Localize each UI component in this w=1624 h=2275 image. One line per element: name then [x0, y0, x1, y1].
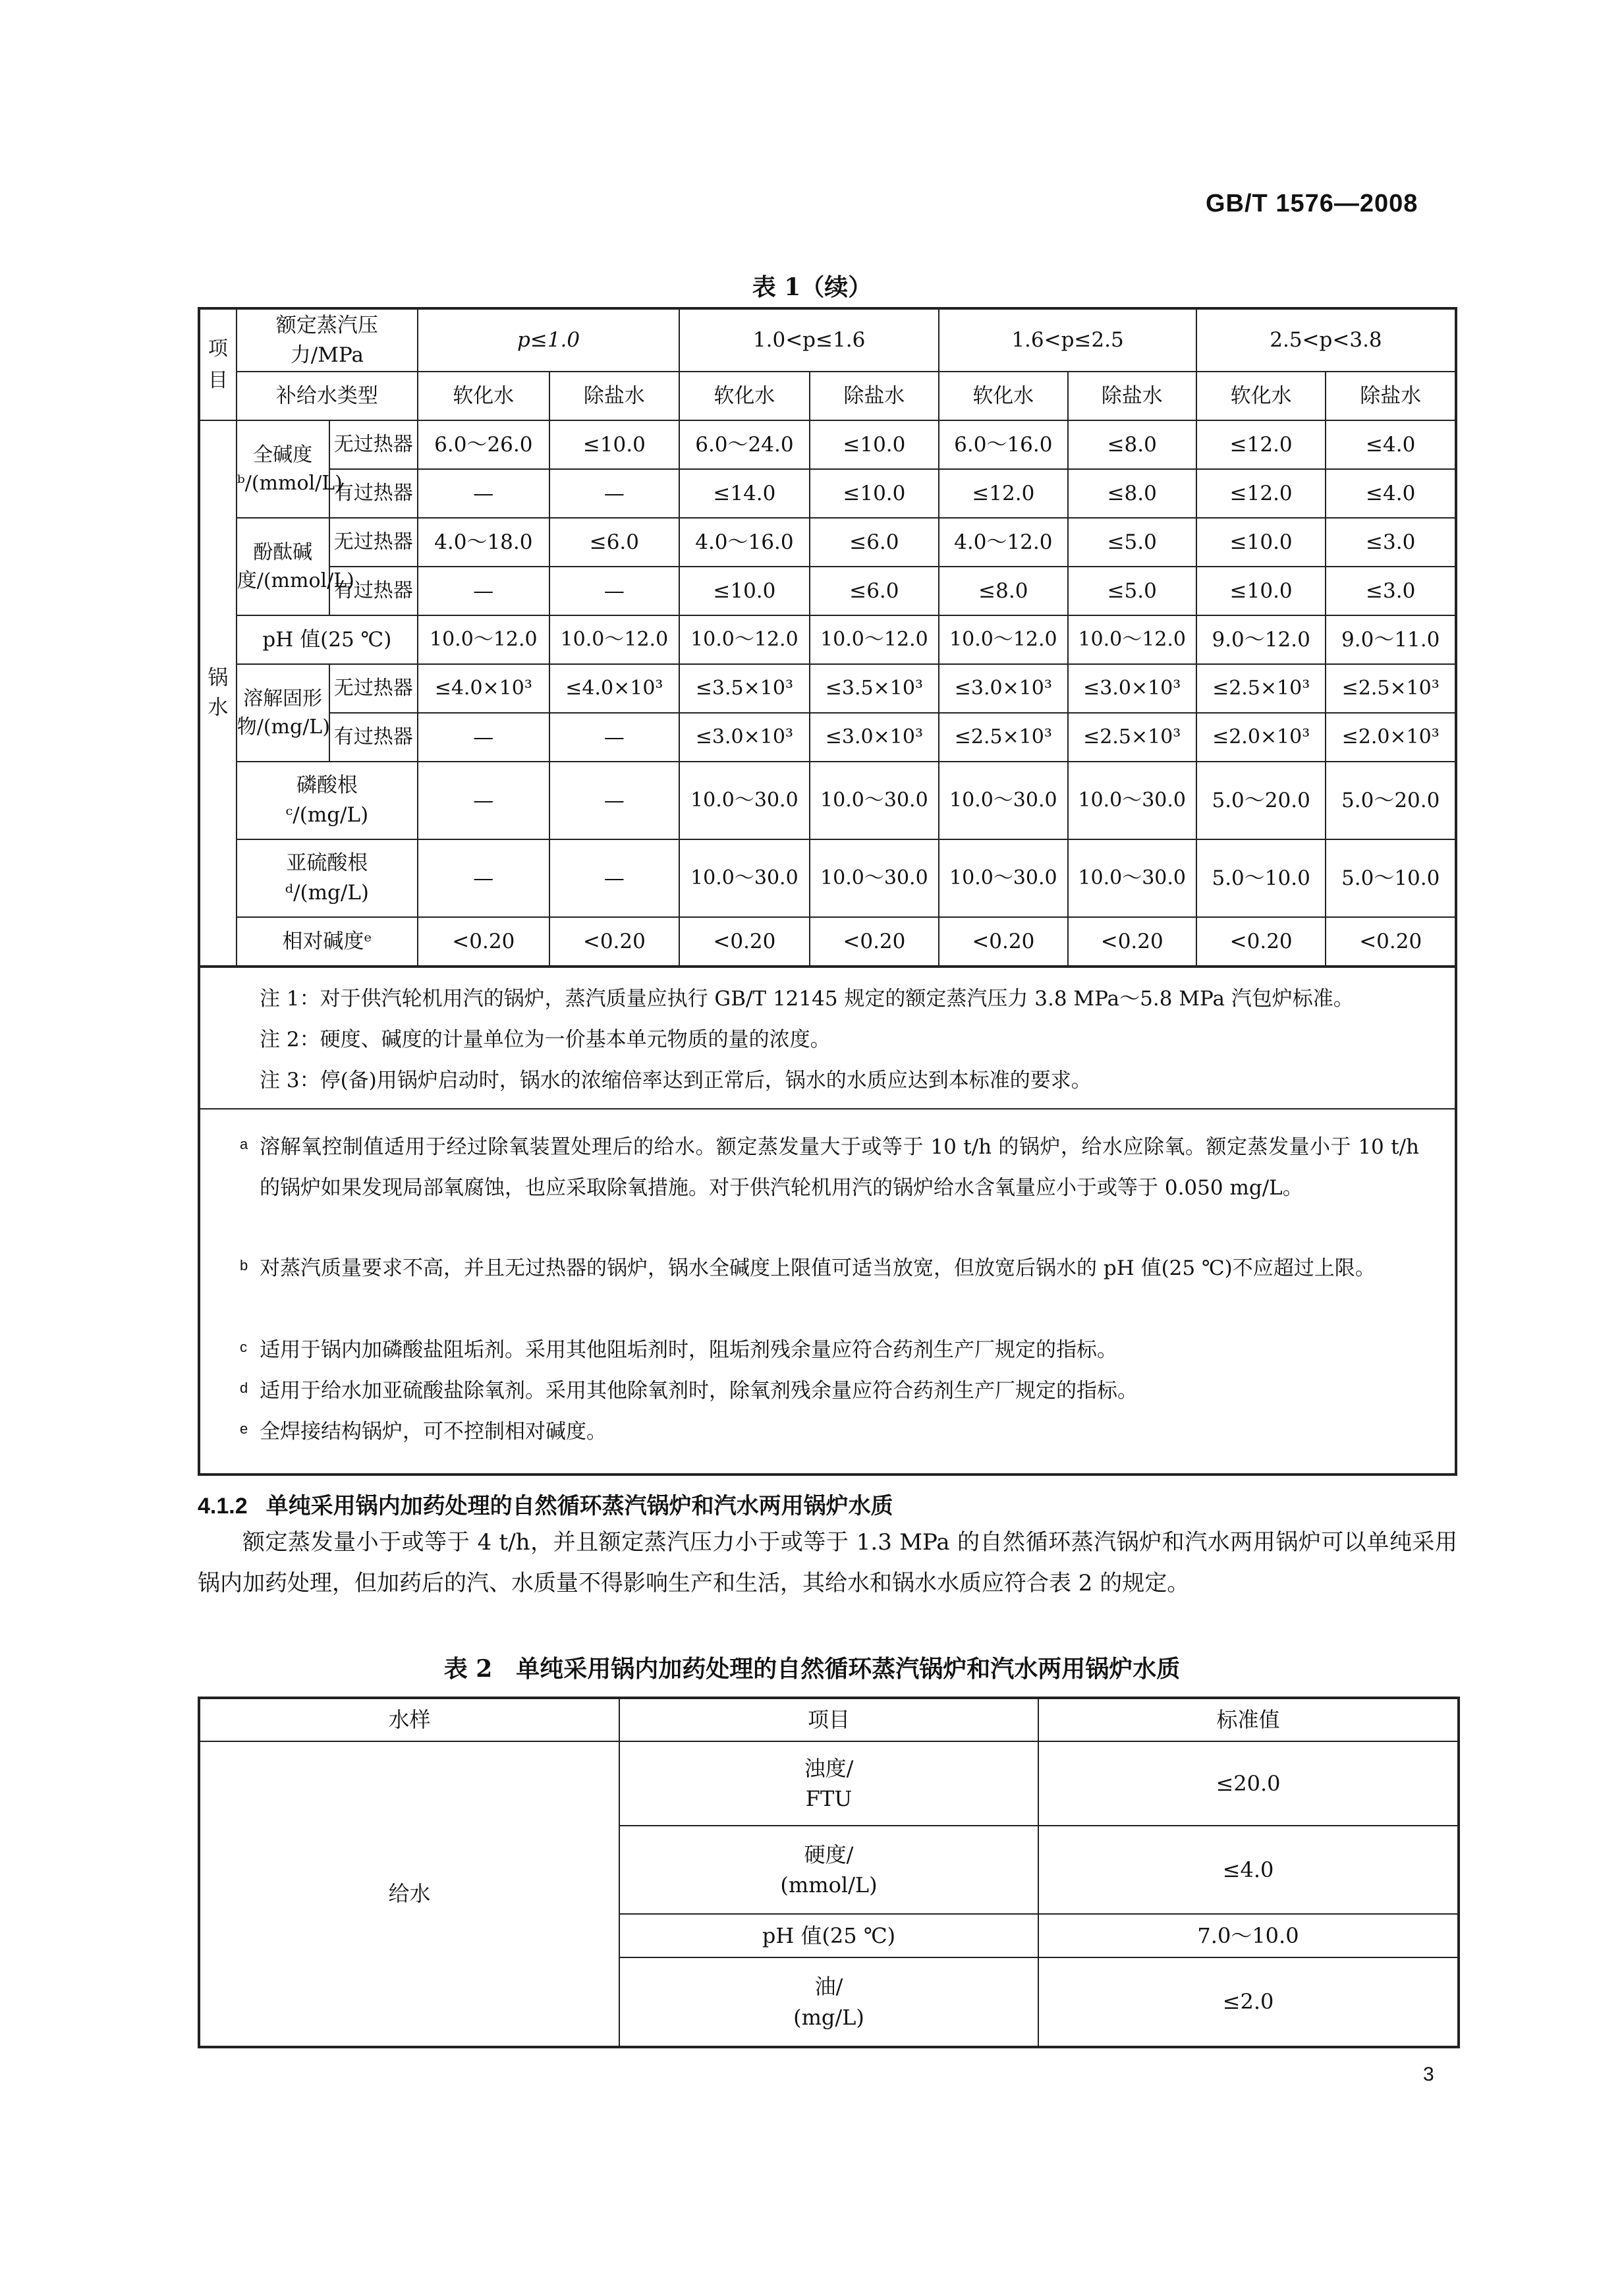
- cell: 10.0～12.0: [549, 615, 680, 664]
- subtype: 软化水: [1196, 372, 1326, 420]
- table-row: [199, 839, 1456, 917]
- cell: ≤4.0: [1326, 420, 1456, 469]
- group-label-boiler-water: 锅水: [199, 420, 237, 967]
- cell: —: [418, 713, 549, 762]
- cell: ≤10.0: [810, 420, 939, 469]
- table1-notes: [198, 957, 1457, 1109]
- cell: ≤3.0×10³: [810, 713, 939, 762]
- cell: 5.0～20.0: [1196, 762, 1326, 839]
- cell: —: [549, 567, 680, 615]
- row-sublabel: 有过热器: [329, 567, 418, 615]
- cell: ≤4.0×10³: [418, 664, 549, 713]
- header-item: 项目: [619, 1698, 1038, 1741]
- subtype: 除盐水: [1326, 372, 1456, 420]
- cell: —: [418, 762, 549, 839]
- row-label: 溶解固形物/(mg/L): [237, 664, 329, 762]
- cell: 5.0～20.0: [1326, 762, 1456, 839]
- cell: ≤12.0: [939, 469, 1067, 518]
- section-title: 单纯采用锅内加药处理的自然循环蒸汽锅炉和汽水两用锅炉水质: [266, 1493, 893, 1519]
- cell: ≤2.5×10³: [1196, 664, 1326, 713]
- cell: ≤5.0: [1068, 567, 1196, 615]
- cell: ≤12.0: [1196, 420, 1326, 469]
- cell: ≤4.0: [1326, 469, 1456, 518]
- range-col-4: 2.5<p<3.8: [1196, 308, 1456, 372]
- footnote-b: [240, 1248, 1419, 1289]
- row-sublabel: 有过热器: [329, 469, 418, 518]
- table-row: [199, 469, 1456, 518]
- cell: <0.20: [549, 917, 680, 967]
- range-col-1: p≤1.0: [418, 308, 679, 372]
- item-unit: (mg/L): [793, 2004, 864, 2030]
- cell: 4.0～18.0: [418, 518, 549, 567]
- subtype: 除盐水: [1068, 372, 1196, 420]
- cell: 9.0～12.0: [1196, 615, 1326, 664]
- cell: 10.0～12.0: [1068, 615, 1196, 664]
- subtype: 除盐水: [810, 372, 939, 420]
- item-unit: (mmol/L): [780, 1872, 878, 1897]
- item-name: 浊度/: [804, 1755, 854, 1781]
- cell: 10.0～30.0: [679, 839, 810, 917]
- section-number: 4.1.2: [198, 1494, 248, 1519]
- cell: ≤3.0: [1326, 567, 1456, 615]
- cell: <0.20: [1196, 917, 1326, 967]
- cell: 10.0～30.0: [810, 839, 939, 917]
- value-cell: ≤4.0: [1038, 1826, 1459, 1914]
- cell: <0.20: [1068, 917, 1196, 967]
- subtype: 软化水: [418, 372, 549, 420]
- subtype: 软化水: [939, 372, 1067, 420]
- cell: 4.0～12.0: [939, 518, 1067, 567]
- footnote-text: 对蒸汽质量要求不高，并且无过热器的锅炉，锅水全碱度上限值可适当放宽，但放宽后锅水的 pH 值(25 ℃)不应超过上限。: [260, 1256, 1376, 1280]
- cell: ≤5.0: [1068, 518, 1196, 567]
- cell: —: [549, 839, 680, 917]
- item-unit: FTU: [805, 1786, 853, 1811]
- footnote-text: 全焊接结构锅炉，可不控制相对碱度。: [260, 1420, 607, 1444]
- footnote-text: 适用于锅内加磷酸盐阻垢剂。采用其他阻垢剂时，阻垢剂残余量应符合药剂生产厂规定的指标。: [260, 1338, 1117, 1362]
- cell: 10.0～30.0: [679, 762, 810, 839]
- cell: ≤10.0: [810, 469, 939, 518]
- sample-feedwater: 给水: [199, 1741, 619, 2047]
- cell: <0.20: [679, 917, 810, 967]
- header-pressure: 额定蒸汽压力/MPa: [237, 308, 418, 372]
- cell: ≤2.0×10³: [1326, 713, 1456, 762]
- item-cell: pH 值(25 ℃): [619, 1914, 1038, 1957]
- cell: 6.0～26.0: [418, 420, 549, 469]
- footnote-text: 适用于给水加亚硫酸盐除氧剂。采用其他除氧剂时，除氧剂残余量应符合药剂生产厂规定的指标。: [260, 1379, 1138, 1403]
- footnote-e: [240, 1411, 1419, 1452]
- cell: 10.0～30.0: [939, 762, 1067, 839]
- table-row: [199, 713, 1456, 762]
- footnote-mark: e: [240, 1420, 248, 1437]
- table-row: [199, 420, 1456, 469]
- cell: ≤10.0: [1196, 518, 1326, 567]
- range-col-2: 1.0<p≤1.6: [679, 308, 939, 372]
- value-cell: ≤20.0: [1038, 1741, 1459, 1826]
- cell: 10.0～30.0: [939, 839, 1067, 917]
- table2-caption: 表 2 单纯采用锅内加药处理的自然循环蒸汽锅炉和汽水两用锅炉水质: [443, 1655, 1181, 1683]
- standard-code: GB/T 1576—2008: [1206, 190, 1418, 217]
- cell: 10.0～30.0: [1068, 762, 1196, 839]
- boiler-water-quality-table: [198, 307, 1457, 968]
- note-3: 注 3：停(备)用锅炉启动时，锅水的浓缩倍率达到正常后，锅水的水质应达到本标准的要求。: [260, 1069, 1092, 1092]
- note-2: 注 2：硬度、碱度的计量单位为一价基本单元物质的量的浓度。: [260, 1028, 831, 1052]
- row-sublabel: 有过热器: [329, 713, 418, 762]
- item-name: 硬度/: [804, 1841, 854, 1867]
- cell: ≤14.0: [679, 469, 810, 518]
- cell: <0.20: [418, 917, 549, 967]
- row-sublabel: 无过热器: [329, 420, 418, 469]
- cell: ≤8.0: [1068, 420, 1196, 469]
- value-cell: 7.0～10.0: [1038, 1914, 1459, 1957]
- row-sublabel: 无过热器: [329, 518, 418, 567]
- cell: 6.0～24.0: [679, 420, 810, 469]
- cell: ≤10.0: [1196, 567, 1326, 615]
- cell: 10.0～12.0: [418, 615, 549, 664]
- cell: 6.0～16.0: [939, 420, 1067, 469]
- cell: 9.0～11.0: [1326, 615, 1456, 664]
- cell: ≤4.0×10³: [549, 664, 680, 713]
- cell: 10.0～12.0: [679, 615, 810, 664]
- cell: ≤2.5×10³: [1068, 713, 1196, 762]
- cell: ≤3.0×10³: [679, 713, 810, 762]
- row-label: 磷酸根ᶜ/(mg/L): [237, 762, 418, 839]
- item-cell: [619, 1741, 1038, 1826]
- cell: ≤3.0×10³: [939, 664, 1067, 713]
- cell: 10.0～12.0: [939, 615, 1067, 664]
- page-number: 3: [1423, 2064, 1434, 2085]
- cell: ≤8.0: [939, 567, 1067, 615]
- footnote-mark: c: [240, 1339, 247, 1355]
- section-paragraph: 额定蒸发量小于或等于 4 t/h，并且额定蒸汽压力小于或等于 1.3 MPa 的自然循环蒸汽锅炉和汽水两用锅炉可以单纯采用锅内加药处理，但加药后的汽、水质量不得影响生产和生活，其给水和锅水水质应符合表 2 的规定。: [198, 1529, 1457, 1596]
- table-row: [199, 664, 1456, 713]
- header-item: 项目: [199, 308, 237, 420]
- feedwater-quality-table: [198, 1697, 1460, 2048]
- cell: —: [418, 567, 549, 615]
- cell: ≤3.5×10³: [810, 664, 939, 713]
- footnote-a: [240, 1127, 1419, 1208]
- cell: 10.0～12.0: [810, 615, 939, 664]
- cell: <0.20: [810, 917, 939, 967]
- item-cell: [619, 1826, 1038, 1914]
- row-label: pH 值(25 ℃): [237, 615, 418, 664]
- cell: ≤10.0: [549, 420, 680, 469]
- table1-caption: 表 1（续）: [752, 273, 872, 301]
- cell: ≤6.0: [810, 567, 939, 615]
- table-row: [199, 567, 1456, 615]
- cell: 5.0～10.0: [1196, 839, 1326, 917]
- cell: 5.0～10.0: [1326, 839, 1456, 917]
- cell: ≤6.0: [549, 518, 680, 567]
- row-label: 亚硫酸根ᵈ/(mg/L): [237, 839, 418, 917]
- cell: —: [418, 839, 549, 917]
- cell: 4.0～16.0: [679, 518, 810, 567]
- table-row: [199, 1741, 1459, 1826]
- cell: 10.0～30.0: [1068, 839, 1196, 917]
- footnote-text: 溶解氧控制值适用于经过除氧装置处理后的给水。额定蒸发量大于或等于 10 t/h 的锅炉，给水应除氧。额定蒸发量小于 10 t/h 的锅炉如果发现局部氧腐蚀，也应采取除氧措施。对于供汽轮机用汽的锅炉给水含氧量应小于或等于 0.050 mg/L。: [260, 1135, 1419, 1200]
- cell: ≤10.0: [679, 567, 810, 615]
- cell: ≤2.5×10³: [1326, 664, 1456, 713]
- item-cell: [619, 1957, 1038, 2047]
- footnote-mark: a: [240, 1136, 248, 1152]
- row-label: 全碱度ᵇ/(mmol/L): [237, 420, 329, 518]
- header-make-up: 补给水类型: [237, 372, 418, 420]
- cell: 10.0～30.0: [810, 762, 939, 839]
- cell: <0.20: [1326, 917, 1456, 967]
- row-sublabel: 无过热器: [329, 664, 418, 713]
- subtype: 除盐水: [549, 372, 680, 420]
- row-label: 相对碱度ᵉ: [237, 917, 418, 967]
- cell: —: [418, 469, 549, 518]
- item-name: 油/: [814, 1974, 843, 2000]
- cell: ≤3.0: [1326, 518, 1456, 567]
- cell: —: [549, 713, 680, 762]
- cell: ≤3.0×10³: [1068, 664, 1196, 713]
- section-heading: [198, 1488, 893, 1520]
- table1-footnotes: [198, 1109, 1457, 1476]
- footnote-d: [240, 1370, 1419, 1411]
- value-cell: ≤2.0: [1038, 1957, 1459, 2047]
- cell: —: [549, 762, 680, 839]
- cell: ≤6.0: [810, 518, 939, 567]
- cell: ≤12.0: [1196, 469, 1326, 518]
- table-row: [199, 518, 1456, 567]
- range-col-3: 1.6<p≤2.5: [939, 308, 1196, 372]
- table-row: [199, 615, 1456, 664]
- note-1: 注 1：对于供汽轮机用汽的锅炉，蒸汽质量应执行 GB/T 12145 规定的额定蒸汽压力 3.8 MPa～5.8 MPa 汽包炉标准。: [260, 987, 1354, 1011]
- cell: ≤8.0: [1068, 469, 1196, 518]
- cell: ≤2.5×10³: [939, 713, 1067, 762]
- cell: —: [549, 469, 680, 518]
- footnote-mark: b: [240, 1257, 248, 1274]
- subtype: 软化水: [679, 372, 810, 420]
- table-row: [199, 762, 1456, 839]
- footnote-c: [240, 1330, 1419, 1370]
- cell: <0.20: [939, 917, 1067, 967]
- header-sample: 水样: [199, 1698, 619, 1741]
- cell: ≤2.0×10³: [1196, 713, 1326, 762]
- cell: ≤3.5×10³: [679, 664, 810, 713]
- header-value: 标准值: [1038, 1698, 1459, 1741]
- row-label: 酚酞碱度/(mmol/L): [237, 518, 329, 615]
- footnote-mark: d: [240, 1380, 248, 1396]
